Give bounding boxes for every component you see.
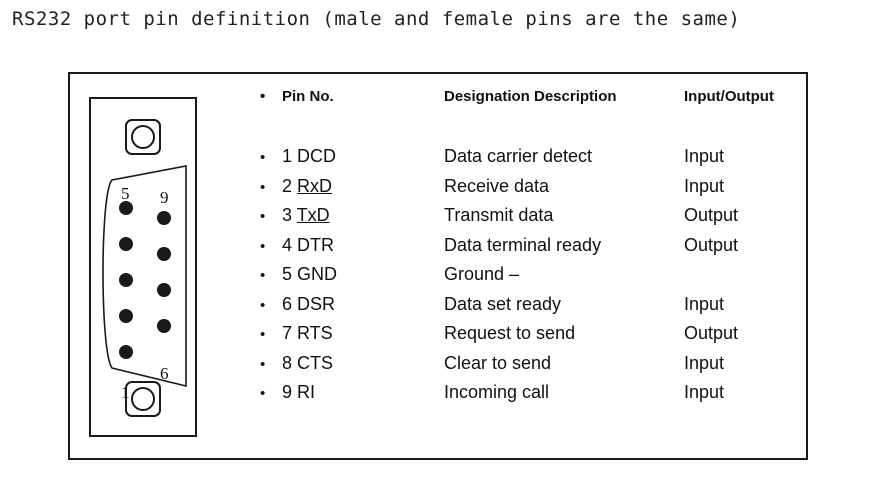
bullet-icon: • bbox=[260, 326, 266, 343]
bullet-icon: • bbox=[260, 237, 266, 255]
header-body-spacer bbox=[260, 130, 790, 146]
connector-corner-label-top-left: 5 bbox=[121, 184, 130, 203]
cell-input-output: Input bbox=[684, 146, 725, 166]
cell-description: Request to send bbox=[444, 323, 576, 343]
table-row bbox=[260, 353, 790, 383]
table-row bbox=[260, 323, 790, 353]
page-title: RS232 port pin definition (male and female pins are the same) bbox=[12, 8, 741, 30]
pin-definition-table bbox=[260, 88, 790, 412]
cell-pin-no: 1 DCD bbox=[282, 146, 337, 166]
cell-pin-no: 6 DSR bbox=[282, 293, 336, 314]
cell-pin-no: 5 GND bbox=[282, 264, 338, 284]
cell-pin-no: 3 TxD bbox=[282, 205, 330, 225]
table-row bbox=[260, 205, 790, 235]
table-rows-container bbox=[260, 146, 790, 412]
table-row bbox=[260, 235, 790, 265]
table-row bbox=[260, 146, 790, 176]
cell-input-output: Input bbox=[684, 293, 725, 314]
cell-pin-no: 9 RI bbox=[282, 382, 316, 402]
db9-connector-svg bbox=[88, 96, 218, 438]
cell-description: Clear to send bbox=[444, 352, 552, 373]
connector-corner-label-top-right: 9 bbox=[160, 188, 169, 207]
pin-mnemonic: RxD bbox=[297, 175, 333, 196]
bullet-icon: • bbox=[260, 88, 266, 105]
cell-description: Data carrier detect bbox=[444, 146, 593, 166]
bullet-icon: • bbox=[260, 208, 266, 225]
bullet-icon: • bbox=[260, 355, 266, 373]
cell-input-output: Output bbox=[684, 234, 739, 255]
table-row bbox=[260, 294, 790, 324]
bullet-icon: • bbox=[260, 178, 266, 196]
cell-pin-no: 2 RxD bbox=[282, 175, 333, 196]
cell-pin-no: 4 DTR bbox=[282, 234, 335, 255]
cell-pin-no: 7 RTS bbox=[282, 323, 333, 343]
cell-description: Data set ready bbox=[444, 293, 562, 314]
cell-input-output: Output bbox=[684, 205, 739, 225]
cell-description: Data terminal ready bbox=[444, 234, 602, 255]
cell-input-output: Input bbox=[684, 382, 725, 402]
cell-input-output: Input bbox=[684, 175, 725, 196]
cell-description: Receive data bbox=[444, 175, 550, 196]
cell-input-output: Input bbox=[684, 352, 725, 373]
db9-connector-illustration bbox=[88, 96, 218, 438]
column-header-designation-description: Designation Description bbox=[444, 88, 617, 105]
table-row bbox=[260, 264, 790, 294]
table-row bbox=[260, 382, 790, 412]
column-header-input-output: Input/Output bbox=[684, 88, 774, 105]
cell-input-output: Output bbox=[684, 323, 739, 343]
pin-mnemonic: TxD bbox=[296, 205, 330, 225]
column-header-pin-no: Pin No. bbox=[282, 88, 334, 105]
rs232-diagram-box bbox=[68, 72, 808, 460]
cell-description: Incoming call bbox=[444, 382, 550, 402]
bullet-icon: • bbox=[260, 296, 266, 314]
bullet-icon: • bbox=[260, 267, 266, 284]
table-row bbox=[260, 176, 790, 206]
cell-description: Ground – bbox=[444, 264, 520, 284]
connector-corner-label-bottom-left: 1 bbox=[121, 383, 130, 402]
connector-corner-label-bottom-right: 6 bbox=[160, 364, 169, 383]
bullet-icon: • bbox=[260, 385, 266, 402]
table-header-row bbox=[260, 88, 790, 130]
cell-description: Transmit data bbox=[444, 205, 554, 225]
cell-pin-no: 8 CTS bbox=[282, 352, 334, 373]
bullet-icon: • bbox=[260, 149, 266, 166]
